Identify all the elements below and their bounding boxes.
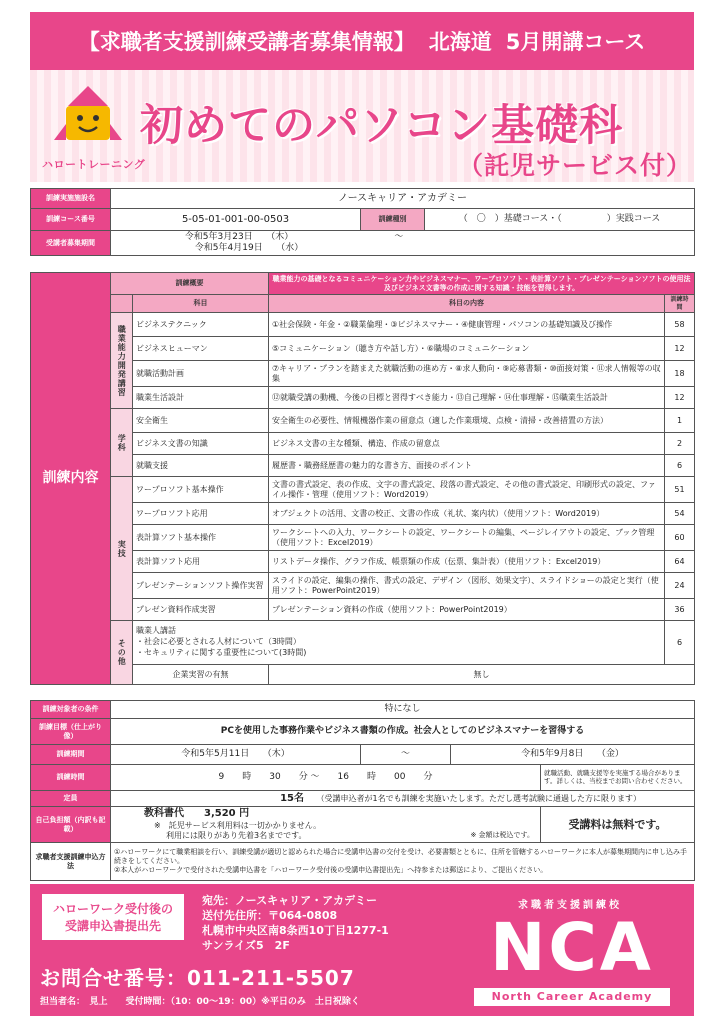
blank-header: [111, 295, 133, 313]
detail-cell: 文書の書式設定、表の作成、文字の書式設定、段落の書式設定、その他の書式設定、印刷形式の設定、ファイル操作・管理（使用ソフト：Word2019）: [269, 477, 665, 503]
subject-cell: ワープロソフト応用: [133, 503, 269, 525]
subject-cell: 安全衛生: [133, 409, 269, 433]
apply-cell: [111, 843, 695, 881]
course-info-table: [30, 188, 695, 256]
subject-cell: ワープロソフト基本操作: [133, 477, 269, 503]
subject-header: 科目: [133, 295, 269, 313]
hours-cell: 6: [665, 455, 695, 477]
overview-label: 訓練概要: [111, 273, 269, 295]
period-label: 訓練期間: [31, 745, 111, 765]
course-type-label: 訓練種別: [361, 209, 425, 231]
recruit-label: 受講者募集期間: [31, 231, 111, 256]
target-label: 訓練対象者の条件: [31, 701, 111, 719]
mascot-pencil-icon: [52, 84, 124, 148]
subject-cell: ビジネス文書の知識: [133, 433, 269, 455]
recruit-start: 令和5年3月23日 （木）: [184, 232, 294, 242]
cost-line: 利用には限りがあり先着3名までです。: [166, 830, 307, 840]
detail-cell: ⑤コミュニケーション（聴き方や話し方）・⑥職場のコミュニケーション: [269, 337, 665, 361]
staff-hours: 担当者名： 見上 受付時間：（10：00〜19：00）※平日のみ 土日祝除く: [40, 997, 360, 1007]
detail-cell: プレゼンテーション資料の作成（使用ソフト：PowerPoint2019）: [269, 599, 665, 621]
goal-row: [31, 719, 695, 745]
subject-cell: プレゼンテーションソフト操作実習: [133, 573, 269, 599]
apply-label: 求職者支援訓練申込方法: [31, 843, 111, 881]
hours-cell: 60: [665, 525, 695, 551]
capacity-value: 15名: [280, 792, 304, 804]
address-line: 送付先住所：〒064-0808: [202, 908, 338, 922]
target-row: [31, 701, 695, 719]
submission-line: 受講申込書提出先: [64, 919, 161, 934]
subject-cell: ビジネスヒューマン: [133, 337, 269, 361]
cost-line: ※ 託児サービス利用料は一切かかりません。: [154, 820, 322, 830]
subject-cell: ビジネステクニック: [133, 313, 269, 337]
mascot-label: ハロートレーニング: [42, 158, 146, 171]
recruit-end: 令和5年4月19日 （水）: [194, 242, 304, 253]
table-row: [31, 477, 695, 503]
course-subtitle: （託児サービス付）: [458, 151, 693, 180]
provider-label: 訓練実施施設名: [31, 189, 111, 209]
training-content-table: [30, 272, 695, 685]
recruit-period: [111, 231, 695, 256]
time-value: 9 時 30 分 〜 16 時 00 分: [111, 765, 541, 791]
header-tag: 【求職者支援訓練受講者募集情報】: [78, 30, 415, 54]
capacity-cell: [111, 791, 695, 807]
time-row: [31, 765, 695, 791]
time-note: 就職活動、就職支援等を実施する場合があります。詳しくは、当校までお問い合わせください。: [541, 765, 695, 791]
detail-header: 科目の内容: [269, 295, 665, 313]
address-line: 札幌市中央区南8条西10丁目1277-1: [202, 923, 389, 937]
group-label: 実技: [111, 477, 133, 621]
hours-cell: 64: [665, 551, 695, 573]
apply-line: ②本人がハローワークで受付された受講申込書を「ハローワーク受付後の受講申込書提出先」へ持参または郵送により、ご提出ください。: [114, 866, 548, 875]
tax-note: ※ 金額は税込です。: [470, 831, 534, 840]
table-row: [31, 313, 695, 337]
hours-cell: 24: [665, 573, 695, 599]
cost-row: [31, 807, 695, 843]
period-start: 令和5年5月11日 （木）: [111, 745, 361, 765]
apply-row: [31, 843, 695, 881]
section-label: 訓練内容: [31, 273, 111, 685]
detail-cell: ⑦キャリア・プランを踏まえた就職活動の進め方・⑧求人動向・⑨応募書類・⑩面接対策・⑪求人情報等の収集: [269, 361, 665, 387]
conditions-table: [30, 700, 695, 881]
period-sep: 〜: [361, 745, 451, 765]
recruit-row: [31, 231, 695, 256]
hours-cell: 12: [665, 387, 695, 409]
detail-cell: スライドの設定、編集の操作、書式の設定、デザイン（図形、効果文字）、スライドショーの設定と実行（使用ソフト：PowerPoint2019）: [269, 573, 665, 599]
detail-cell: ①社会保険・年金・②職業倫理・③ビジネスマナー・④健康管理・パソコンの基礎知識及び操作: [269, 313, 665, 337]
detail-cell: ビジネス文書の主な種類、構造、作成の留意点: [269, 433, 665, 455]
subject-cell: 表計算ソフト基本操作: [133, 525, 269, 551]
subject-cell: 職業生活設計: [133, 387, 269, 409]
capacity-row: [31, 791, 695, 807]
other-title: 職業人講話: [136, 626, 176, 636]
hours-cell: 51: [665, 477, 695, 503]
header-bar: [30, 12, 694, 70]
school-label: 求職者支援訓練校: [518, 900, 622, 911]
fee-free: 受講料は無料です。: [541, 807, 695, 843]
group-label: その他: [111, 621, 133, 685]
submission-box: [40, 892, 186, 942]
cost-label: 自己負担額（内訳も記載）: [31, 807, 111, 843]
submission-line: ハローワーク受付後の: [52, 902, 173, 916]
hours-cell: 54: [665, 503, 695, 525]
hours-cell: 58: [665, 313, 695, 337]
hours-header: 訓練時間: [665, 295, 695, 313]
address-dest: 宛先：ノースキャリア・アカデミー: [202, 894, 378, 907]
header-region: 北海道: [428, 30, 492, 54]
period-row: [31, 745, 695, 765]
hours-cell: 36: [665, 599, 695, 621]
academy-name: North Career Academy: [474, 988, 670, 1006]
detail-cell: ⑫就職受講の動機、今後の目標と習得すべき能力・⑬自己理解・⑭仕事理解・⑮職業生活設計: [269, 387, 665, 409]
header-course: 5月開講コース: [505, 30, 646, 54]
recruit-sep: 〜: [394, 232, 404, 242]
capacity-label: 定員: [31, 791, 111, 807]
group-label: 職業能力開発講習: [111, 313, 133, 409]
hours-cell: 12: [665, 337, 695, 361]
detail-cell: リストデータ操作、グラフ作成、帳票類の作成（伝票、集計表）（使用ソフト：Excel2019）: [269, 551, 665, 573]
intern-value: 無し: [269, 665, 695, 685]
overview-row: [31, 273, 695, 295]
cost-cell: [111, 807, 541, 843]
period-end: 令和5年9月8日 （金）: [451, 745, 695, 765]
target-value: 特になし: [111, 701, 695, 719]
intern-label: 企業実習の有無: [133, 665, 269, 685]
course-no-value: 5-05-01-001-00-0503: [111, 209, 361, 231]
hours-cell: 6: [665, 621, 695, 665]
time-label: 訓練時間: [31, 765, 111, 791]
other-cell: [133, 621, 665, 665]
course-title: 初めてのパソコン基礎科: [140, 101, 624, 151]
table-row: [31, 409, 695, 433]
course-no-label: 訓練コース番号: [31, 209, 111, 231]
cost-line: 教科書代 3,520 円: [144, 808, 250, 820]
goal-value: PCを使用した事務作業やビジネス書類の作成。社会人としてのビジネスマナーを習得する: [111, 719, 695, 745]
subject-cell: 就職支援: [133, 455, 269, 477]
subject-cell: 表計算ソフト応用: [133, 551, 269, 573]
hours-cell: 2: [665, 433, 695, 455]
other-row: [31, 621, 695, 665]
subject-cell: 就職活動計画: [133, 361, 269, 387]
apply-line: ①ハローワークにて職業相談を行い、訓練受講が適切と認められた場合に受講申込書の交付を受け、必要書類とともに、住所を管轄するハローワークに本人が募集期間内に申し込み手続きをしてください。: [114, 847, 687, 865]
course-no-row: [31, 209, 695, 231]
contact-phone[interactable]: お問合せ番号：011-211-5507: [40, 966, 355, 990]
nca-logo: NCA: [490, 909, 654, 986]
hours-cell: 1: [665, 409, 695, 433]
group-label: 学科: [111, 409, 133, 477]
course-type-value: （ 〇 ）基礎コース・（ ）実践コース: [425, 209, 695, 231]
column-header-row: [31, 295, 695, 313]
detail-cell: オブジェクトの活用、文書の校正、文書の作成（礼状、案内状）（使用ソフト：Word2019）: [269, 503, 665, 525]
other-line: ・社会に必要とされる人材について（3時間）: [136, 637, 301, 647]
address-line: サンライズ5 2F: [202, 938, 290, 952]
address-block: [202, 894, 389, 953]
provider-value: ノースキャリア・アカデミー: [111, 189, 695, 209]
detail-cell: 安全衛生の必要性、情報機器作業の留意点（適した作業環境、点検・清掃・改善措置の方法）: [269, 409, 665, 433]
capacity-note: （受講申込者が1名でも訓練を実施いたします。ただし選考試験に通過した方に限ります）: [316, 793, 641, 803]
detail-cell: ワークシートへの入力、ワークシートの設定、ワークシートの編集、ページレイアウトの設定、ブック管理（使用ソフト：Excel2019）: [269, 525, 665, 551]
other-line: ・セキュリティに関する重要性について(3時間): [136, 647, 307, 657]
subject-cell: プレゼン資料作成実習: [133, 599, 269, 621]
goal-label: 訓練目標（仕上がり像）: [31, 719, 111, 745]
hours-cell: 18: [665, 361, 695, 387]
overview-text: 職業能力の基礎となるコミュニケーション力やビジネスマナー、ワープロソフト・表計算ソフト・プレゼンテーションソフトの使用法及びビジネス文書等の作成に関する知識・技能を習得します。: [269, 273, 695, 295]
provider-row: [31, 189, 695, 209]
detail-cell: 履歴書・職務経歴書の魅力的な書き方、面接のポイント: [269, 455, 665, 477]
